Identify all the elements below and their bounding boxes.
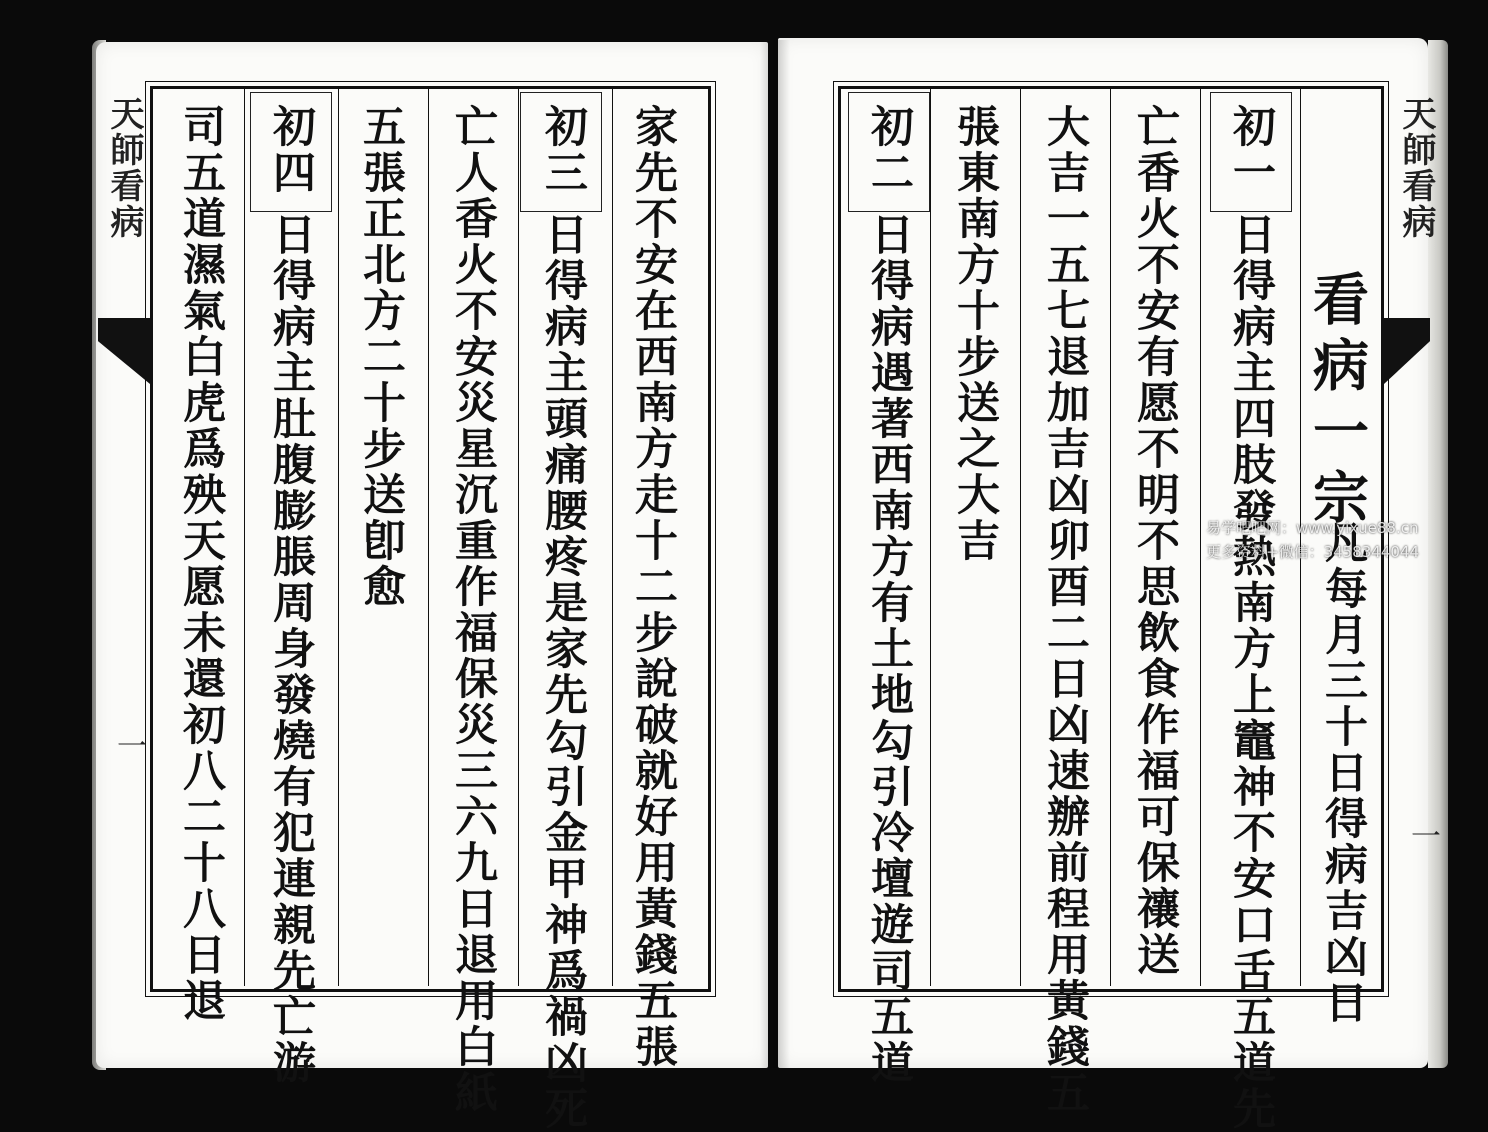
column-rule [244, 89, 245, 986]
left-column-5-date: 初四 [266, 104, 316, 196]
left-column-4: 五張正北方二十步送卽愈 [356, 104, 406, 610]
column-rule [1200, 89, 1201, 986]
gutter-shadow [760, 40, 790, 1068]
left-page-frame [150, 86, 711, 992]
left-column-3: 亡人香火不安災星沉重作福保災三六九日退用白紙 [448, 104, 498, 1116]
left-hanxin-label: 天師看病 [104, 96, 144, 240]
left-column-2: 日得病主頭痛腰疼是家先勾引金甲神爲禍凶死 [538, 212, 588, 1132]
right-column-5: 張東南方十步送之大吉 [950, 104, 1000, 564]
left-column-6: 司五道濕氣白虎爲殃天愿未還初八二十八日退 [176, 104, 226, 1024]
right-column-4: 大吉一五七退加吉凶卯酉二日凶速辦前程用黃錢五 [1040, 104, 1090, 1116]
section-title: 看病一宗 [1304, 270, 1370, 534]
column-rule [428, 89, 429, 986]
right-column-2-date: 初一 [1226, 104, 1276, 196]
right-column-3: 亡香火不安有愿不明不思飲食作福可保禳送 [1130, 104, 1180, 978]
column-rule [1110, 89, 1111, 986]
left-page-number: 一 [111, 730, 146, 760]
left-column-2-date: 初三 [538, 104, 588, 196]
watermark [1206, 516, 1419, 564]
right-column-2: 日得病主四肢發熱南方上竈神不安口舌五道先 [1226, 212, 1276, 1132]
column-rule [930, 89, 931, 986]
right-column-6: 日得病遇著西南方有土地勾引冷壇遊司五道 [864, 212, 914, 1086]
column-rule [518, 89, 519, 986]
left-column-1: 家先不安在西南方走十二步說破就好用黃錢五張 [628, 104, 678, 1070]
right-column-1: 凡每月三十日得病吉凶日 [1318, 520, 1368, 1026]
column-rule [338, 89, 339, 986]
right-column-6-date: 初二 [864, 104, 914, 196]
watermark-line-1: 易学吧吧网：www.yixue88.cn [1206, 519, 1419, 537]
column-rule [1020, 89, 1021, 986]
right-page-number: 一 [1405, 820, 1440, 850]
left-column-5: 日得病主肚腹膨脹周身發燒有犯連親先亡游 [266, 212, 316, 1086]
column-rule [612, 89, 613, 986]
watermark-line-2: 更多资料+微信：3458344044 [1206, 543, 1420, 561]
right-hanxin-label: 天師看病 [1396, 96, 1436, 240]
